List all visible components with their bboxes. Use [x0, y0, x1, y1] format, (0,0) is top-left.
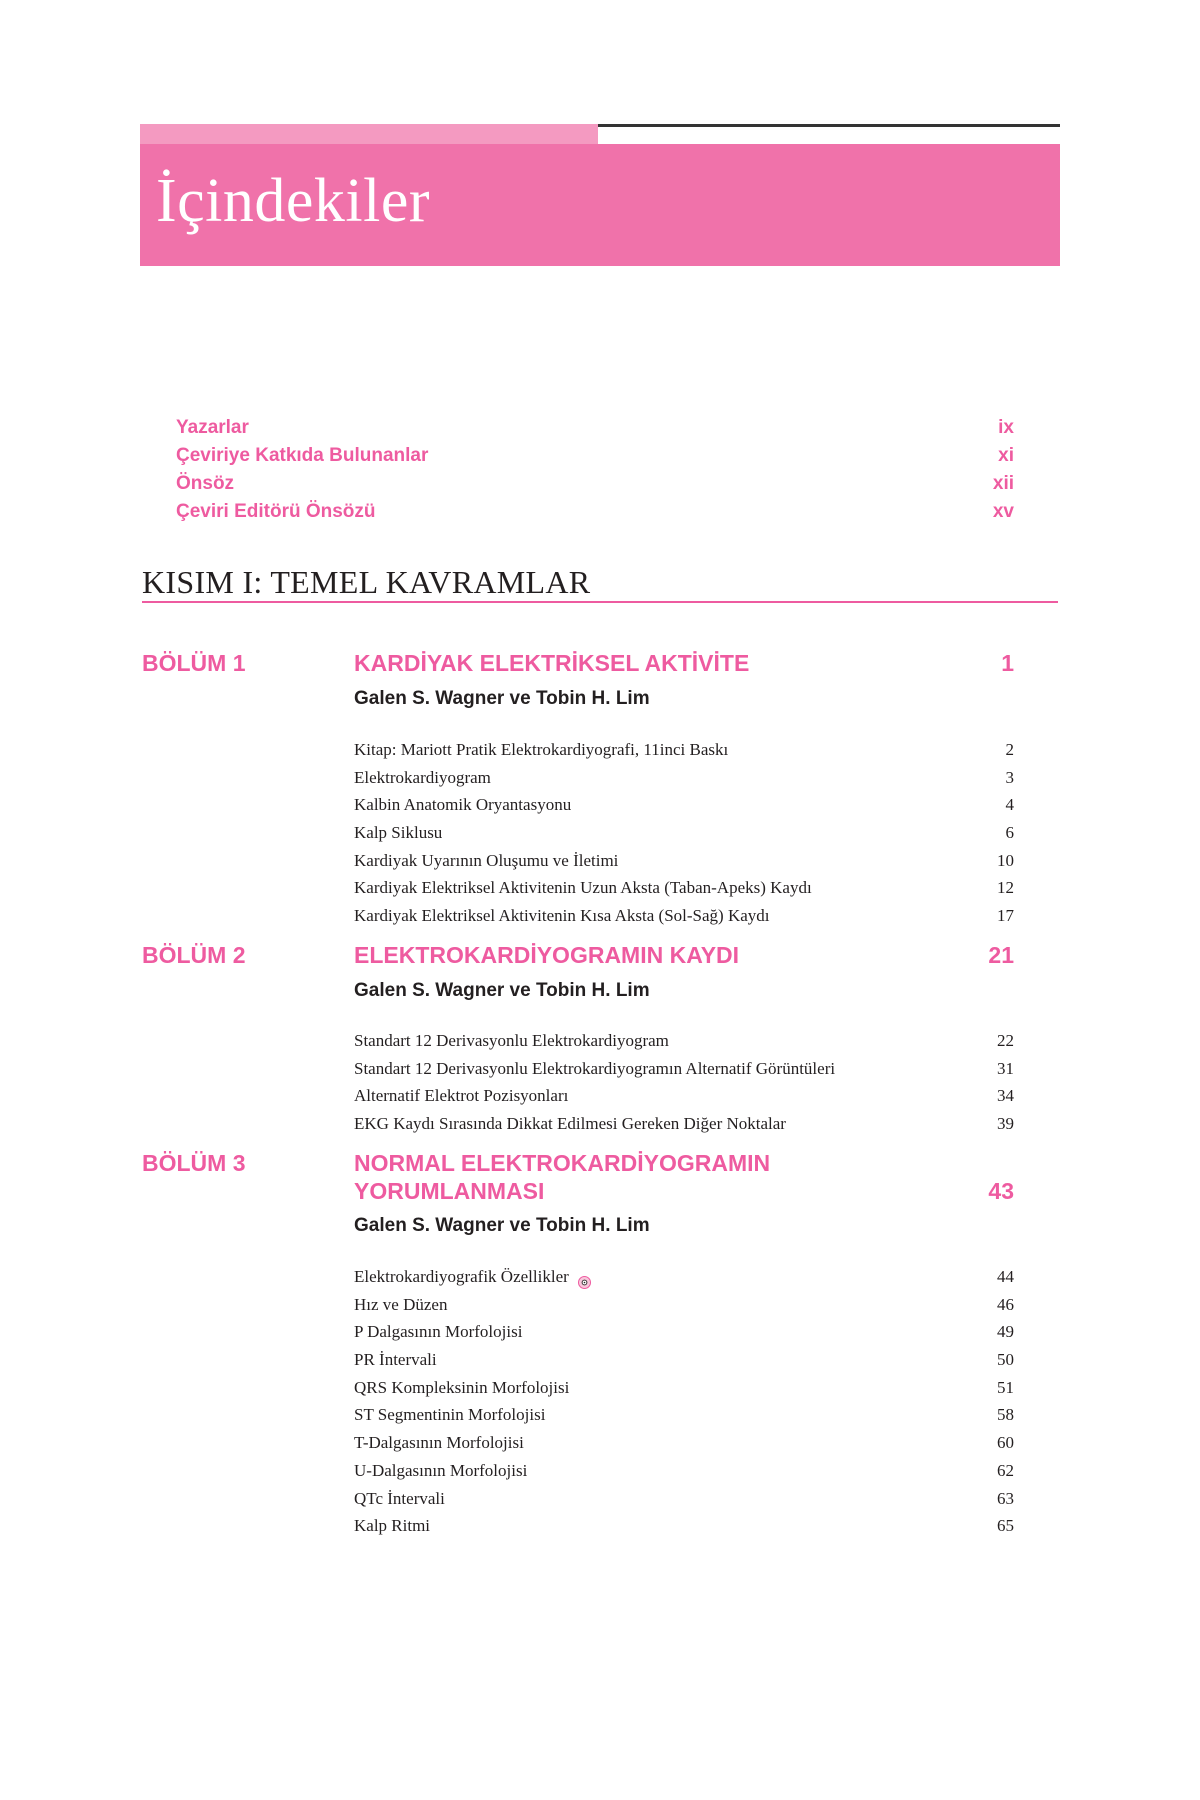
chapter-page: 21 — [988, 942, 1014, 968]
entry-page: 22 — [997, 1031, 1014, 1050]
chapter-title-line: NORMAL ELEKTROKARDİYOGRAMIN — [354, 1150, 771, 1176]
toc-entry[interactable] — [354, 791, 1014, 819]
entry-page: 4 — [1005, 795, 1014, 815]
chapter-title-line: KARDİYAK ELEKTRİKSEL AKTİVİTE — [354, 650, 750, 676]
toc-entry[interactable] — [354, 1429, 1014, 1457]
toc-entry[interactable] — [354, 874, 1014, 902]
chapter-title[interactable] — [354, 649, 874, 677]
entry-page: 50 — [997, 1350, 1014, 1370]
toc-entry[interactable] — [354, 1027, 1014, 1055]
toc-entry[interactable] — [354, 902, 1014, 930]
entry-page: 58 — [997, 1405, 1014, 1425]
entry-page: 51 — [997, 1377, 1014, 1397]
front-matter-page: xii — [992, 473, 1014, 494]
entry-page: 62 — [997, 1460, 1014, 1480]
entry-title: Standart 12 Derivasyonlu Elektrokardiyogram — [354, 1031, 669, 1050]
entry-title: P Dalgasının Morfolojisi — [354, 1322, 523, 1342]
entry-page: 39 — [997, 1114, 1014, 1134]
entry-page: 60 — [997, 1433, 1014, 1453]
entry-title: Kalp Ritmi — [354, 1516, 431, 1536]
chapter-label: BÖLÜM 3 — [142, 1150, 246, 1176]
front-matter-page: ix — [998, 417, 1014, 438]
front-matter-list — [176, 414, 1014, 526]
toc-entry[interactable] — [354, 1346, 1014, 1374]
toc-entry[interactable] — [354, 1082, 1014, 1110]
entry-title: ST Segmentinin Morfolojisi — [354, 1405, 546, 1425]
front-matter-title: Çeviriye Katkıda Bulunanlar — [176, 445, 429, 466]
entry-title: QRS Kompleksinin Morfolojisi — [354, 1377, 570, 1397]
toc-entry[interactable] — [354, 1318, 1014, 1346]
toc-entry[interactable] — [354, 1457, 1014, 1485]
toc-entry[interactable] — [354, 847, 1014, 875]
entry-title: Kitap: Mariott Pratik Elektrokardiyografi, 11inci Baskı — [354, 740, 729, 759]
chapter-authors: Galen S. Wagner ve Tobin H. Lim — [354, 1215, 650, 1236]
entry-page: 49 — [997, 1322, 1014, 1342]
entry-title: Kardiyak Elektriksel Aktivitenin Uzun Aksta (Taban-Apeks) Kaydı — [354, 878, 812, 898]
entry-title: PR İntervali — [354, 1350, 437, 1370]
chapter-entries — [354, 736, 1014, 930]
entry-title: U-Dalgasının Morfolojisi — [354, 1460, 528, 1480]
toc-entry[interactable] — [354, 736, 1014, 764]
toc-entry[interactable] — [354, 1291, 1014, 1319]
chapter-title-line: ELEKTROKARDİYOGRAMIN KAYDI — [354, 942, 740, 968]
entry-page: 6 — [1005, 823, 1014, 843]
entry-page: 10 — [997, 850, 1014, 870]
entry-page: 63 — [997, 1488, 1014, 1508]
page-title: İçindekiler — [156, 167, 431, 235]
entry-page: 31 — [997, 1058, 1014, 1078]
front-matter-title: Çeviri Editörü Önsözü — [176, 501, 376, 522]
entry-title: T-Dalgasının Morfolojisi — [354, 1433, 524, 1453]
toc-entry[interactable] — [354, 764, 1014, 792]
chapter-entries — [354, 1263, 1014, 1540]
entry-title: Kardiyak Uyarının Oluşumu ve İletimi — [354, 850, 619, 870]
front-matter-item[interactable] — [176, 414, 1014, 442]
entry-title: Alternatif Elektrot Pozisyonları — [354, 1086, 569, 1106]
chapter-page: 1 — [1001, 650, 1014, 676]
entry-title: EKG Kaydı Sırasında Dikkat Edilmesi Gereken Diğer Noktalar — [354, 1114, 786, 1134]
toc-entry[interactable] — [354, 1401, 1014, 1429]
part-heading: KISIM I: TEMEL KAVRAMLAR — [142, 564, 591, 600]
front-matter-title: Önsöz — [176, 473, 235, 494]
entry-title: Standart 12 Derivasyonlu Elektrokardiyogramın Alternatif Görüntüleri — [354, 1058, 836, 1078]
front-matter-page: xi — [998, 445, 1014, 466]
cd-icon — [578, 1270, 591, 1283]
chapter-label: BÖLÜM 1 — [142, 650, 246, 676]
front-matter-title: Yazarlar — [176, 417, 249, 438]
entry-page: 46 — [997, 1294, 1014, 1314]
entry-title: Elektrokardiyogram — [354, 767, 491, 787]
chapter-authors: Galen S. Wagner ve Tobin H. Lim — [354, 688, 650, 709]
toc-entry[interactable] — [354, 819, 1014, 847]
chapter-title-line: YORUMLANMASI — [354, 1178, 545, 1204]
entry-page: 65 — [997, 1516, 1014, 1536]
front-matter-item[interactable] — [176, 442, 1014, 470]
entry-title: Hız ve Düzen — [354, 1294, 448, 1314]
toc-entry[interactable] — [354, 1263, 1014, 1291]
entry-title-wrap — [354, 1263, 591, 1291]
toc-entry[interactable] — [354, 1055, 1014, 1083]
entry-page: 34 — [997, 1086, 1014, 1106]
chapter-label: BÖLÜM 2 — [142, 942, 246, 968]
entry-page: 12 — [997, 878, 1014, 898]
toc-entry[interactable] — [354, 1512, 1014, 1540]
entry-page: 2 — [1005, 740, 1014, 759]
chapter-authors: Galen S. Wagner ve Tobin H. Lim — [354, 980, 650, 1001]
entry-title: Kalbin Anatomik Oryantasyonu — [354, 795, 572, 815]
entry-title: Kardiyak Elektriksel Aktivitenin Kısa Aksta (Sol-Sağ) Kaydı — [354, 906, 770, 926]
chapter-title[interactable] — [354, 941, 874, 969]
toc-entry[interactable] — [354, 1110, 1014, 1138]
front-matter-item[interactable] — [176, 498, 1014, 526]
entry-title: QTc İntervali — [354, 1488, 445, 1508]
toc-entry[interactable] — [354, 1485, 1014, 1513]
front-matter-page: xv — [992, 501, 1014, 522]
entry-title: Kalp Siklusu — [354, 823, 443, 843]
banner-accent-strip — [140, 124, 598, 144]
banner-top-rule — [598, 124, 1060, 127]
entry-page: 44 — [997, 1267, 1014, 1286]
entry-page: 3 — [1005, 767, 1014, 787]
cd-icon-graphic — [578, 1276, 591, 1289]
chapter-entries — [354, 1027, 1014, 1138]
entry-title: Elektrokardiyografik Özellikler — [354, 1267, 569, 1286]
part-divider — [142, 601, 1058, 603]
toc-entry[interactable] — [354, 1374, 1014, 1402]
chapter-page: 43 — [988, 1178, 1014, 1204]
entry-page: 17 — [997, 906, 1014, 926]
chapter-title[interactable] — [354, 1149, 874, 1205]
front-matter-item[interactable] — [176, 470, 1014, 498]
